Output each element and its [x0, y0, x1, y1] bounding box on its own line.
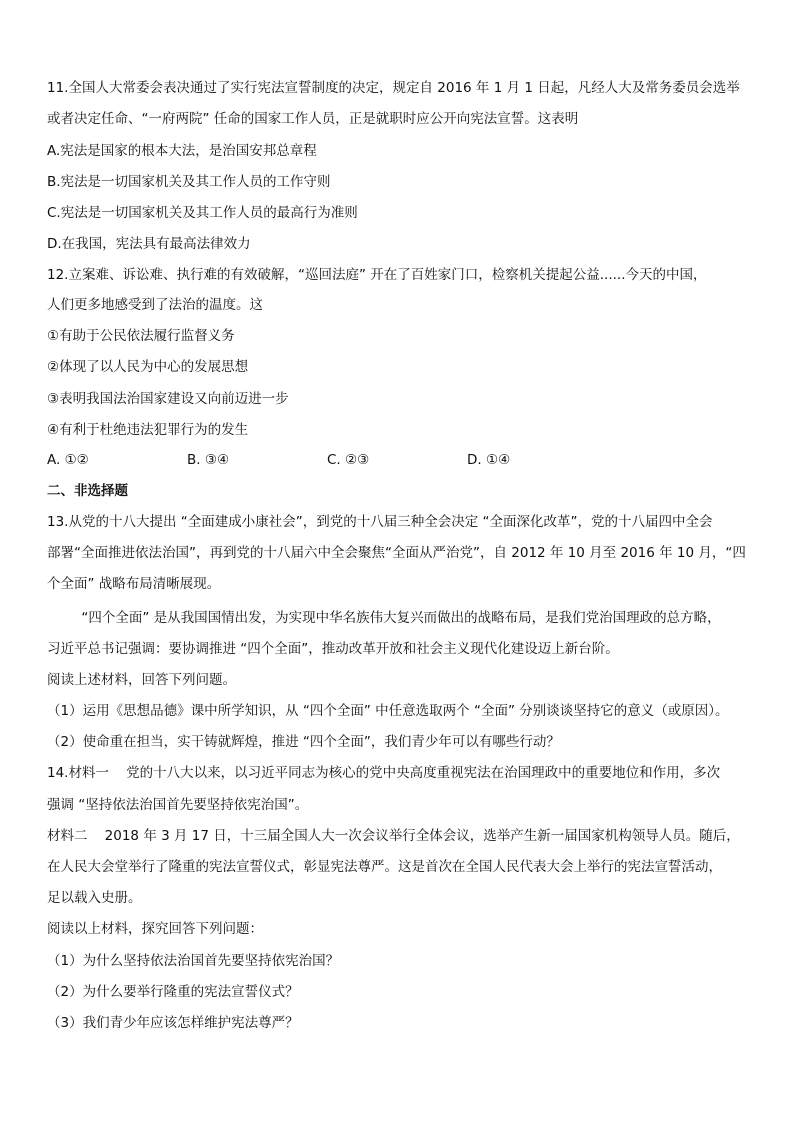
q14-question-2: （2）为什么要举行隆重的宪法宣誓仪式？	[47, 984, 299, 1000]
q12-stem-line-1: 12.立案难、诉讼难、执行难的有效破解，“巡回法庭” 开在了百姓家门口，检察机关提起公益......今天的中国，	[47, 267, 707, 283]
q13-line-5: 习近平总书记强调：要协调推进 “四个全面”，推动改革开放和社会主义现代化建设迈上新台阶。	[47, 641, 619, 657]
q12-choice-c: C. ②③	[327, 452, 370, 468]
q14-line-3: 材料二 2018 年 3 月 17 日，十三届全国人大一次会议举行全体会议，选举产生新一届国家机构领导人员。随后，	[47, 828, 740, 844]
q14-line-6: 阅读以上材料，探究回答下列问题：	[47, 921, 263, 937]
q12-statement-1: ①有助于公民依法履行监督义务	[47, 328, 235, 344]
q14-line-4: 在人民大会堂举行了隆重的宪法宣誓仪式，彰显宪法尊严。这是首次在全国人民代表大会上举行的宪法宣誓活动，	[47, 859, 722, 875]
q12-statement-3: ③表明我国法治国家建设又向前迈进一步	[47, 391, 289, 407]
q12-choice-b: B. ③④	[187, 452, 230, 468]
q12-choice-d: D. ①④	[467, 452, 511, 468]
q12-choices	[47, 450, 510, 470]
q13-line-1: 13.从党的十八大提出 “全面建成小康社会”，到党的十八届三种全会决定 “全面深化改革”，党的十八届四中全会	[47, 514, 713, 530]
q13-question-2: （2）使命重在担当，实干铸就辉煌，推进 “四个全面”，我们青少年可以有哪些行动？	[47, 734, 560, 750]
q13-question-1: （1）运用《思想品德》课中所学知识，从 “四个全面” 中任意选取两个 “全面” 分别谈谈坚持它的意义（或原因）。	[47, 703, 729, 719]
q12-statement-4: ④有利于杜绝违法犯罪行为的发生	[47, 422, 249, 438]
q11-stem-line-1: 11.全国人大常委会表决通过了实行宪法宣誓制度的决定，规定自 2016 年 1 月 1 日起，凡经人大及常务委员会选举	[47, 80, 740, 96]
q12-choice-a: A. ①②	[47, 452, 89, 468]
q11-option-c: C.宪法是一切国家机关及其工作人员的最高行为准则	[47, 205, 358, 221]
q14-question-3: （3）我们青少年应该怎样维护宪法尊严？	[47, 1015, 299, 1031]
q14-line-5: 足以载入史册。	[47, 890, 142, 906]
q13-line-6: 阅读上述材料，回答下列问题。	[47, 672, 236, 688]
q14-line-2: 强调 “坚持依法治国首先要坚持依宪治国”。	[47, 797, 309, 813]
q11-option-a: A.宪法是国家的根本大法，是治国安邦总章程	[47, 143, 317, 159]
q13-line-4: “四个全面” 是从我国国情出发，为实现中华名族伟大复兴而做出的战略布局，是我们党治国理政的总方略，	[47, 610, 721, 626]
q13-line-2: 部署“全面推进依法治国”，再到党的十八届六中全会聚焦“全面从严治党”，自 2012 年 10 月至 2016 年 10 月，“四	[47, 545, 746, 561]
q11-option-b: B.宪法是一切国家机关及其工作人员的工作守则	[47, 174, 331, 190]
q12-statement-2: ②体现了以人民为中心的发展思想	[47, 359, 249, 375]
q11-stem-line-2: 或者决定任命、“一府两院” 任命的国家工作人员，正是就职时应公开向宪法宣誓。这表明	[47, 111, 579, 127]
q11-option-d: D.在我国，宪法具有最高法律效力	[47, 236, 251, 252]
section-heading: 二、非选择题	[47, 483, 128, 499]
q14-line-1: 14.材料一 党的十八大以来，以习近平同志为核心的党中央高度重视宪法在治国理政中的重要地位和作用，多次	[47, 765, 721, 781]
q14-question-1: （1）为什么坚持依法治国首先要坚持依宪治国？	[47, 953, 340, 969]
q13-line-3: 个全面” 战略布局清晰展现。	[47, 576, 221, 592]
q12-stem-line-2: 人们更多地感受到了法治的温度。这	[47, 297, 263, 313]
